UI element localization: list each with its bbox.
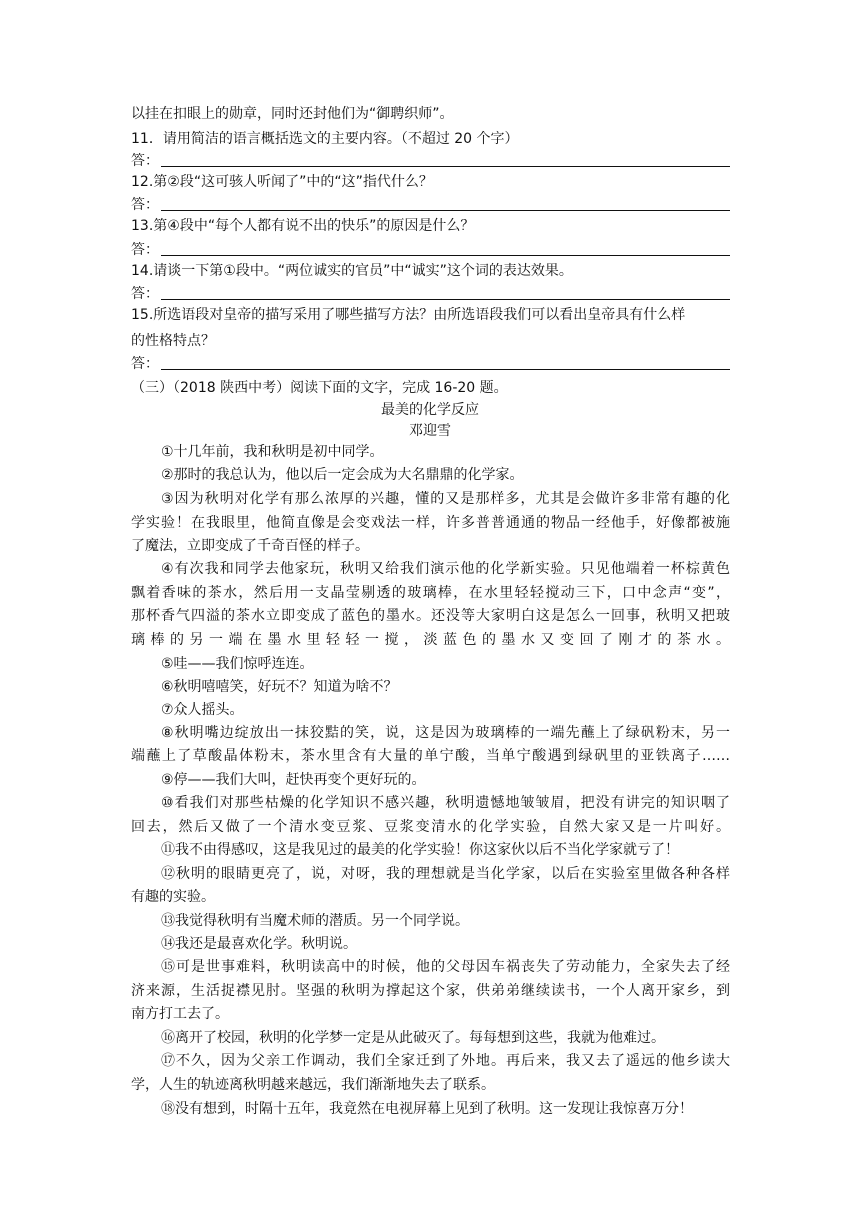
article-author: 邓迎雪 bbox=[409, 423, 451, 439]
paragraph-line: ⑥秋明嘻嘻笑，好玩不？知道为啥不？ bbox=[161, 679, 398, 695]
answer-line bbox=[161, 210, 730, 211]
paragraph-line: ⑱没有想到，时隔十五年，我竟然在电视屏幕上见到了秋明。这一发现让我惊喜万分！ bbox=[161, 1101, 693, 1117]
paragraph-line: 了魔法，立即变成了千奇百怪的样子。 bbox=[131, 538, 369, 554]
question-15: 15.所选语段对皇帝的描写采用了哪些描写方法？由所选语段我们可以看出皇帝具有什么样 bbox=[131, 307, 686, 323]
paragraph-line: ⑯离开了校园，秋明的化学梦一定是从此破灭了。每每想到这些，我就为他难过。 bbox=[161, 1030, 665, 1046]
paragraph-line: ⑫秋明的眼睛更亮了，说，对呀，我的理想就是当化学家，以后在实验室里做各种各样 bbox=[161, 866, 730, 882]
answer-label: 答： bbox=[131, 242, 159, 258]
paragraph-line: ⑤哇——我们惊呼连连。 bbox=[161, 656, 314, 672]
paragraph-line: ④有次我和同学去他家玩，秋明又给我们演示他的化学新实验。只见他端着一杯棕黄色 bbox=[161, 561, 730, 577]
question-14: 14.请谈一下第①段中。“两位诚实的官员”中“诚实”这个词的表达效果。 bbox=[131, 263, 573, 279]
paragraph-line: 学实验！在我眼里，他简直像是会变戏法一样，许多普普通通的物品一经他手，好像都被施 bbox=[131, 515, 730, 531]
answer-label: 答： bbox=[131, 356, 159, 372]
paragraph-line: ⑨停——我们大叫，赶快再变个更好玩的。 bbox=[161, 772, 426, 788]
paragraph-line: ①十几年前，我和秋明是初中同学。 bbox=[161, 444, 384, 460]
paragraph-line: 学，人生的轨迹离秋明越来越远，我们渐渐地失去了联系。 bbox=[131, 1077, 495, 1093]
paragraph-line: 端蘸上了草酸晶体粉末，茶水里含有大量的单宁酸，当单宁酸遇到绿矾里的亚铁离子…… bbox=[131, 748, 730, 764]
paragraph-line: ③因为秋明对化学有那么浓厚的兴趣，懂的又是那样多，尤其是会做许多非常有趣的化 bbox=[161, 491, 730, 507]
answer-label: 答： bbox=[131, 286, 159, 302]
question-11: 11．请用简洁的语言概括选文的主要内容。（不超过 20 个字） bbox=[131, 131, 519, 147]
question-15-cont: 的性格特点？ bbox=[131, 333, 215, 349]
answer-label: 答： bbox=[131, 197, 159, 213]
paragraph-line: 有趣的实验。 bbox=[131, 889, 215, 905]
paragraph-line: ⑮可是世事难料，秋明读高中的时候，他的父母因车祸丧失了劳动能力，全家失去了经 bbox=[161, 959, 730, 975]
answer-line bbox=[161, 255, 730, 256]
paragraph-line: ②那时的我总认为，他以后一定会成为大名鼎鼎的化学家。 bbox=[161, 467, 524, 483]
question-13: 13.第④段中“每个人都有说不出的快乐”的原因是什么？ bbox=[131, 218, 475, 234]
answer-line bbox=[161, 166, 730, 167]
section-heading: （三）（2018 陕西中考）阅读下面的文字，完成 16-20 题。 bbox=[131, 380, 508, 396]
paragraph-line: ⑩看我们对那些枯燥的化学知识不感兴趣，秋明遗憾地皱皱眉，把没有讲完的知识咽了 bbox=[161, 795, 730, 811]
paragraph-line: 璃棒的另一端在墨水里轻轻一搅，淡蓝色的墨水又变回了刚才的茶水。 bbox=[131, 632, 730, 648]
paragraph-line: ⑬我觉得秋明有当魔术师的潜质。另一个同学说。 bbox=[161, 913, 469, 929]
paragraph-line: ⑭我还是最喜欢化学。秋明说。 bbox=[161, 936, 357, 952]
paragraph-line: 那杯香气四溢的茶水立即变成了蓝色的墨水。还没等大家明白这是怎么一回事，秋明又把玻 bbox=[131, 608, 730, 624]
text-line: 以挂在扣眼上的勋章，同时还封他们为“御聘织师”。 bbox=[131, 106, 454, 122]
paragraph-line: 飘着香味的茶水，然后用一支晶莹剔透的玻璃棒，在水里轻轻搅动三下，口中念声“变”， bbox=[131, 585, 730, 601]
answer-label: 答： bbox=[131, 153, 159, 169]
answer-line bbox=[161, 299, 730, 300]
paragraph-line: 济来源，生活捉襟见肘。坚强的秋明为撑起这个家，供弟弟继续读书，一个人离开家乡，到 bbox=[131, 983, 730, 999]
paragraph-line: 南方打工去了。 bbox=[131, 1006, 229, 1022]
question-12: 12.第②段“这可骇人听闻了”中的“这”指代什么？ bbox=[131, 174, 433, 190]
paragraph-line: ⑪我不由得感叹，这是我见过的最美的化学实验！你这家伙以后不当化学家就亏了！ bbox=[161, 842, 679, 858]
paragraph-line: ⑧秋明嘴边绽放出一抹狡黠的笑，说，这是因为玻璃棒的一端先蘸上了绿矾粉末，另一 bbox=[161, 725, 730, 741]
answer-line bbox=[161, 369, 730, 370]
article-title: 最美的化学反应 bbox=[381, 402, 479, 418]
paragraph-line: 回去，然后又做了一个清水变豆浆、豆浆变清水的化学实验，自然大家又是一片叫好。 bbox=[131, 819, 730, 835]
paragraph-line: ⑰不久，因为父亲工作调动，我们全家迁到了外地。再后来，我又去了遥远的他乡读大 bbox=[161, 1053, 730, 1069]
paragraph-line: ⑦众人摇头。 bbox=[161, 702, 244, 718]
